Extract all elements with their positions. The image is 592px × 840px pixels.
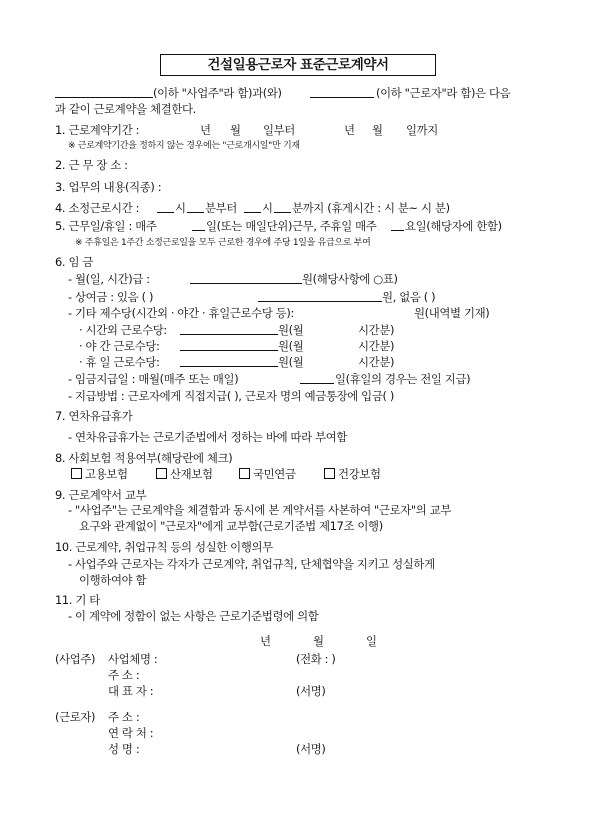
insurance-label: 고용보험 [85, 467, 128, 481]
bonus-unit: 원, 없음 ( ) [382, 290, 436, 304]
overtime-allowance-label: · 시간외 근로수당: [79, 323, 167, 337]
misc-label: 11. 기 타 [55, 593, 100, 607]
annual-leave-body: - 연차유급휴가는 근로기준법에서 정하는 바에 따라 부여함 [68, 430, 348, 444]
employer-name-blank [55, 97, 153, 98]
insurance-health [324, 467, 381, 481]
contract-delivery-label: 9. 근로계약서 교부 [55, 488, 147, 502]
start-minute-unit: 분부터 [205, 201, 237, 215]
industrial-insurance-checkbox[interactable] [156, 468, 167, 479]
employer-business-name-label: 사업체명 : [108, 652, 158, 666]
contract-delivery-line2: 요구와 관계없이 "근로자"에게 교부함(근로기준법 제17조 이행) [79, 519, 383, 533]
intro-line-2: 과 같이 근로계약을 체결한다. [55, 102, 196, 116]
other-allowance-unit: 원(내역별 기재) [414, 306, 490, 320]
insurance-label: 건강보험 [338, 467, 381, 481]
night-allowance-label: · 야 간 근로수당: [79, 339, 160, 353]
intro-line-1a: (이하 "사업주"라 함)과(와) [153, 86, 282, 100]
annual-leave-label: 7. 연차유급휴가 [55, 409, 133, 423]
period-end-year: 년 [344, 123, 355, 137]
holiday-blank [391, 230, 404, 231]
contract-period-label: 1. 근로계약기간 : [55, 123, 140, 137]
employer-phone-label: (전화 : ) [296, 652, 336, 666]
misc-body: - 이 계약에 정함이 없는 사항은 근로기준법령에 의함 [68, 609, 319, 623]
night-allowance-blank [180, 350, 278, 351]
workplace-label: 2. 근 무 장 소 : [55, 158, 128, 172]
holiday-allowance-label: · 휴 일 근로수당: [79, 355, 160, 369]
night-hours-unit: 시간분) [358, 339, 395, 353]
workdays-text: 일(또는 매일단위)근무, 주휴일 매주 [206, 219, 377, 233]
insurance-label: 산재보험 [170, 467, 213, 481]
holiday-hours-unit: 시간분) [358, 355, 395, 369]
national-pension-checkbox[interactable] [239, 468, 250, 479]
worker-name-label: 성 명 : [108, 742, 140, 756]
insurance-industrial [156, 467, 213, 481]
employment-insurance-checkbox[interactable] [71, 468, 82, 479]
contract-delivery-line1: - "사업주"는 근로계약을 체결함과 동시에 본 계약서를 사본하여 "근로자"의 교부 [68, 503, 452, 517]
obligations-line2: 이행하여야 함 [79, 573, 147, 587]
payday-text: 일(휴일의 경우는 전일 지급) [335, 372, 471, 386]
workdays-blank [192, 230, 205, 231]
employer-signature-label: (서명) [296, 684, 326, 698]
worker-signature-label: (서명) [296, 742, 326, 756]
obligations-line1: - 사업주와 근로자는 각자가 근로계약, 취업규칙, 단체협약을 지키고 성실하게 [68, 557, 435, 571]
base-wage-blank [190, 283, 302, 284]
sign-date-year: 년 [260, 634, 271, 648]
insurance-pension [239, 467, 296, 481]
overtime-allowance-unit: 원(월 [278, 323, 304, 337]
period-end-month: 월 [372, 123, 383, 137]
intro-line-1b: (이하 "근로자"라 함)은 다음 [376, 86, 511, 100]
start-hour-blank [157, 212, 174, 213]
payment-method: - 지급방법 : 근로자에게 직접지급( ), 근로자 명의 예금통장에 입금( ) [68, 389, 394, 403]
insurance-employment [71, 467, 128, 481]
end-minute-unit: 분까지 (휴게시간 : 시 분~ 시 분) [292, 201, 450, 215]
employer-address-label: 주 소 : [108, 668, 140, 682]
wage-label: 6. 임 금 [55, 255, 94, 269]
document-title: 건설일용근로자 표준근로계약서 [160, 54, 436, 76]
workdays-label: 5. 근무일/휴일 : 매주 [55, 219, 157, 233]
overtime-hours-unit: 시간분) [358, 323, 395, 337]
other-allowance-label: - 기타 제수당(시간외 · 야간 · 휴일근로수당 등): [68, 306, 294, 320]
period-start-day: 일부터 [263, 123, 295, 137]
worker-contact-label: 연 락 처 : [108, 726, 154, 740]
start-minute-blank [187, 212, 204, 213]
sign-date-day: 일 [366, 634, 377, 648]
job-description-label: 3. 업무의 내용(직종) : [55, 180, 162, 194]
social-insurance-label: 8. 사회보험 적용여부(해당란에 체크) [55, 451, 233, 465]
overtime-allowance-blank [180, 334, 278, 335]
bonus-blank [258, 301, 382, 302]
holiday-note: ※ 주휴일은 1주간 소정근로일을 모두 근로한 경우에 주당 1일을 유급으로 부여 [75, 238, 371, 248]
base-wage-unit: 원(해당사항에 ○표) [302, 272, 398, 286]
holiday-allowance-unit: 원(월 [278, 355, 304, 369]
contract-period-note: ※ 근로계약기간을 정하지 않는 경우에는 "근로개시일"만 기재 [68, 141, 300, 151]
worker-name-blank [310, 97, 374, 98]
worker-tag: (근로자) [55, 710, 96, 724]
start-hour-unit: 시 [175, 201, 186, 215]
obligations-label: 10. 근로계약, 취업규칙 등의 성실한 이행의무 [55, 540, 273, 554]
base-wage-label: - 월(일, 시간)급 : [68, 272, 150, 286]
period-start-year: 년 [200, 123, 211, 137]
holiday-text: 요일(해당자에 한함) [405, 219, 502, 233]
end-minute-blank [274, 212, 291, 213]
end-hour-unit: 시 [262, 201, 273, 215]
employer-tag: (사업주) [55, 652, 96, 666]
sign-date-month: 월 [313, 634, 324, 648]
holiday-allowance-blank [180, 366, 278, 367]
payday-blank [300, 383, 334, 384]
health-insurance-checkbox[interactable] [324, 468, 335, 479]
period-start-month: 월 [230, 123, 241, 137]
employer-representative-label: 대 표 자 : [108, 684, 154, 698]
insurance-label: 국민연금 [253, 467, 296, 481]
bonus-label: - 상여금 : 있음 ( ) [68, 290, 154, 304]
work-hours-label: 4. 소정근로시간 : [55, 201, 140, 215]
period-end-day: 일까지 [406, 123, 438, 137]
worker-address-label: 주 소 : [108, 710, 140, 724]
night-allowance-unit: 원(월 [278, 339, 304, 353]
end-hour-blank [244, 212, 261, 213]
payday-label: - 임금지급일 : 매월(매주 또는 매일) [68, 372, 239, 386]
